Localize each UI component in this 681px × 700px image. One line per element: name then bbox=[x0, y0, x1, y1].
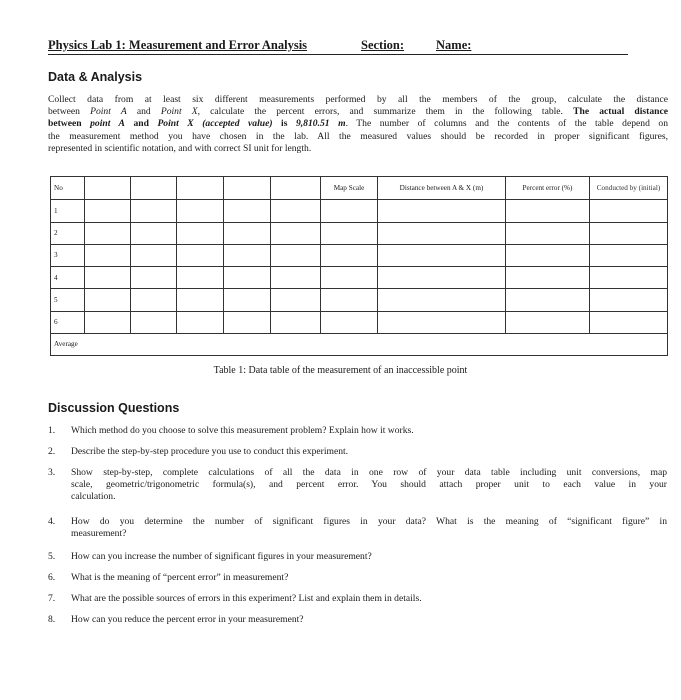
table-cell[interactable] bbox=[321, 200, 378, 222]
paragraph-line: represented in scientific notation, and with correct SI unit for length. bbox=[48, 142, 312, 154]
question-number: 6. bbox=[48, 572, 56, 583]
table-cell[interactable] bbox=[224, 177, 271, 200]
table-row bbox=[51, 200, 668, 222]
lab-title: Physics Lab 1: Measurement and Error Analysis bbox=[48, 38, 308, 52]
section-label: Section: bbox=[361, 38, 405, 52]
table-cell[interactable] bbox=[590, 200, 668, 222]
table-cell[interactable] bbox=[590, 289, 668, 311]
table-cell[interactable] bbox=[506, 311, 590, 333]
accepted-value: 9,810.51 m bbox=[295, 118, 346, 130]
table-cell[interactable] bbox=[177, 200, 224, 222]
table-cell[interactable] bbox=[131, 267, 177, 289]
table-row bbox=[51, 267, 668, 289]
table-cell[interactable] bbox=[177, 267, 224, 289]
page-header bbox=[48, 38, 628, 55]
table-row bbox=[51, 244, 668, 266]
table-cell[interactable] bbox=[85, 200, 131, 222]
table-cell[interactable] bbox=[85, 267, 131, 289]
table-cell[interactable] bbox=[271, 200, 321, 222]
table-cell[interactable] bbox=[506, 289, 590, 311]
table-cell[interactable] bbox=[506, 222, 590, 244]
row-number: 4 bbox=[51, 267, 85, 289]
table-cell[interactable] bbox=[131, 200, 177, 222]
data-analysis-paragraph bbox=[48, 94, 668, 155]
table-cell[interactable] bbox=[590, 222, 668, 244]
table-cell[interactable] bbox=[131, 244, 177, 266]
table-cell[interactable] bbox=[224, 244, 271, 266]
header-no: No bbox=[51, 177, 85, 200]
row-number: 2 bbox=[51, 222, 85, 244]
point-a-term: Point A bbox=[90, 106, 127, 118]
table-cell[interactable] bbox=[131, 222, 177, 244]
name-label: Name: bbox=[436, 38, 472, 52]
table-cell[interactable] bbox=[271, 311, 321, 333]
table-row bbox=[51, 222, 668, 244]
table-cell[interactable] bbox=[131, 289, 177, 311]
table-cell[interactable] bbox=[590, 311, 668, 333]
table-cell[interactable] bbox=[378, 222, 506, 244]
point-x-term: Point X bbox=[160, 106, 198, 118]
header-percent-error: Percent error (%) bbox=[506, 177, 590, 200]
header-distance: Distance between A & X (m) bbox=[378, 177, 506, 200]
row-number: 5 bbox=[51, 289, 85, 311]
table-cell[interactable] bbox=[177, 244, 224, 266]
table-cell[interactable] bbox=[271, 267, 321, 289]
question-text: How can you reduce the percent error in your measurement? bbox=[71, 614, 304, 625]
table-cell[interactable] bbox=[85, 244, 131, 266]
table-caption: Table 1: Data table of the measurement of an inaccessible point bbox=[213, 365, 468, 376]
table-cell[interactable] bbox=[378, 311, 506, 333]
question-number: 5. bbox=[48, 551, 56, 562]
question-number: 4. bbox=[48, 516, 56, 527]
paragraph-line: between Point A and Point X, calculate the percent errors, and summarize them in the following table. The actual distance bbox=[48, 106, 668, 118]
table-cell[interactable] bbox=[224, 311, 271, 333]
question-text: Which method do you choose to solve this measurement problem? Explain how it works. bbox=[71, 425, 414, 436]
table-cell[interactable] bbox=[131, 177, 177, 200]
question-text: scale, geometric/trigonometric formula(s), and percent error. You should attach proper unit to each value in your bbox=[71, 479, 667, 490]
paragraph-line: between point A and Point X (accepted value) is 9,810.51 m. The number of columns and the contents of the table depend on bbox=[48, 118, 668, 130]
table-cell[interactable] bbox=[131, 311, 177, 333]
table-cell[interactable] bbox=[177, 222, 224, 244]
table-cell[interactable] bbox=[271, 244, 321, 266]
table-row bbox=[51, 311, 668, 333]
table-cell[interactable] bbox=[177, 311, 224, 333]
table-cell[interactable] bbox=[271, 222, 321, 244]
discussion-heading: Discussion Questions bbox=[48, 401, 180, 415]
paragraph-line: Collect data from at least six different measurements performed by all the members of the group, calculate the distance bbox=[48, 94, 668, 105]
data-table bbox=[50, 176, 668, 356]
table-cell[interactable] bbox=[321, 289, 378, 311]
table-cell[interactable] bbox=[590, 244, 668, 266]
question-text: Describe the step-by-step procedure you use to conduct this experiment. bbox=[71, 446, 349, 457]
table-cell[interactable] bbox=[321, 244, 378, 266]
table-cell[interactable] bbox=[177, 177, 224, 200]
average-label: Average bbox=[51, 333, 668, 355]
data-analysis-heading: Data & Analysis bbox=[48, 70, 143, 84]
average-row bbox=[51, 333, 668, 355]
table-cell[interactable] bbox=[321, 267, 378, 289]
header-conducted-by: Conducted by (initial) bbox=[590, 177, 668, 200]
table-cell[interactable] bbox=[224, 200, 271, 222]
question-text: calculation. bbox=[71, 491, 116, 502]
paragraph-line: the measurement method you have chosen in the lab. All the measured values should be recorded in proper significant figures, bbox=[48, 130, 668, 142]
table-cell[interactable] bbox=[506, 267, 590, 289]
question-text: measurement? bbox=[71, 528, 127, 539]
table-cell[interactable] bbox=[590, 267, 668, 289]
table-cell[interactable] bbox=[506, 244, 590, 266]
question-number: 1. bbox=[48, 425, 56, 436]
question-number: 7. bbox=[48, 593, 56, 604]
question-number: 3. bbox=[48, 467, 56, 478]
row-number: 1 bbox=[51, 200, 85, 222]
table-cell[interactable] bbox=[506, 200, 590, 222]
table-cell[interactable] bbox=[321, 311, 378, 333]
question-text: How can you increase the number of significant figures in your measurement? bbox=[71, 551, 372, 562]
question-number: 2. bbox=[48, 446, 56, 457]
table-cell[interactable] bbox=[85, 177, 131, 200]
question-text: What is the meaning of “percent error” in measurement? bbox=[71, 572, 289, 583]
table-header-row bbox=[51, 177, 668, 200]
table-row bbox=[51, 289, 668, 311]
question-number: 8. bbox=[48, 614, 56, 625]
table-cell[interactable] bbox=[85, 289, 131, 311]
table-cell[interactable] bbox=[224, 267, 271, 289]
table-cell[interactable] bbox=[224, 289, 271, 311]
table-cell[interactable] bbox=[224, 222, 271, 244]
table-cell[interactable] bbox=[378, 289, 506, 311]
table-cell[interactable] bbox=[378, 244, 506, 266]
question-text: How do you determine the number of significant figures in your data? What is the meaning of “significant figure” in bbox=[71, 516, 667, 527]
table-cell[interactable] bbox=[271, 289, 321, 311]
row-number: 6 bbox=[51, 311, 85, 333]
table-cell[interactable] bbox=[85, 222, 131, 244]
header-map-scale: Map Scale bbox=[321, 177, 378, 200]
table-cell[interactable] bbox=[378, 200, 506, 222]
table-cell[interactable] bbox=[321, 222, 378, 244]
table-cell[interactable] bbox=[177, 289, 224, 311]
question-text: Show step-by-step, complete calculations of all the data in one row of your data table including unit conversions, map bbox=[71, 467, 667, 478]
question-text: What are the possible sources of errors in this experiment? List and explain them in details. bbox=[71, 593, 422, 604]
row-number: 3 bbox=[51, 244, 85, 266]
table-cell[interactable] bbox=[378, 267, 506, 289]
table-cell[interactable] bbox=[271, 177, 321, 200]
table-cell[interactable] bbox=[85, 311, 131, 333]
